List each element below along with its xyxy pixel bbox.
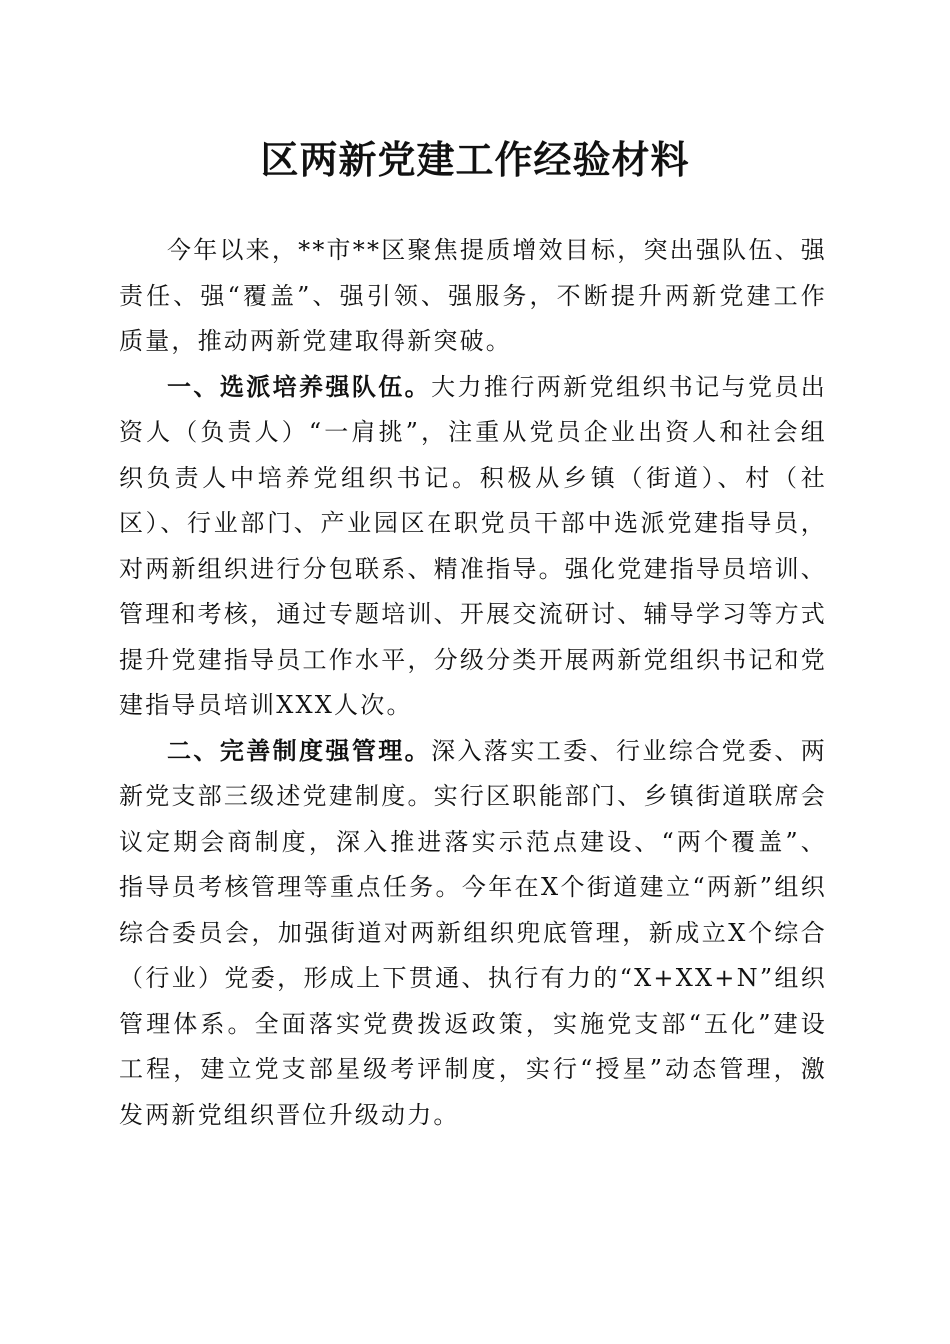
- document-title: 区两新党建工作经验材料: [260, 137, 690, 182]
- document-body: [119, 228, 827, 1138]
- section-2-heading: 二、完善制度强管理。: [167, 736, 432, 765]
- section-2-paragraph: [119, 729, 827, 1139]
- intro-paragraph: [119, 228, 827, 365]
- section-2-text: 深入落实工委、行业综合党委、两新党支部三级述党建制度。实行区职能部门、乡镇街道联席会议定期会商制度，深入推进落实示范点建设、“两个覆盖”、指导员考核管理等重点任务。今年在X个街道建立“两新”组织综合委员会，加强街道对两新组织兜底管理，新成立X个综合（行业）党委，形成上下贯通、执行有力的“X+XX+N”组织管理体系。全面落实党费拨返政策，实施党支部“五化”建设工程，建立党支部星级考评制度，实行“授星”动态管理，激发两新党组织晋位升级动力。: [119, 736, 828, 1129]
- intro-text: 今年以来，**市**区聚焦提质增效目标，突出强队伍、强责任、强“覆盖”、强引领、强服务，不断提升两新党建工作质量，推动两新党建取得新突破。: [119, 236, 827, 355]
- section-1-heading: 一、选派培养强队伍。: [167, 372, 432, 401]
- section-1-paragraph: [119, 365, 827, 729]
- section-1-text: 大力推行两新党组织书记与党员出资人（负责人）“一肩挑”，注重从党员企业出资人和社会组织负责人中培养党组织书记。积极从乡镇（街道）、村（社区）、行业部门、产业园区在职党员干部中选派党建指导员，对两新组织进行分包联系、精准指导。强化党建指导员培训、管理和考核，通过专题培训、开展交流研讨、辅导学习等方式提升党建指导员工作水平，分级分类开展两新党组织书记和党建指导员培训XXX人次。: [119, 372, 828, 719]
